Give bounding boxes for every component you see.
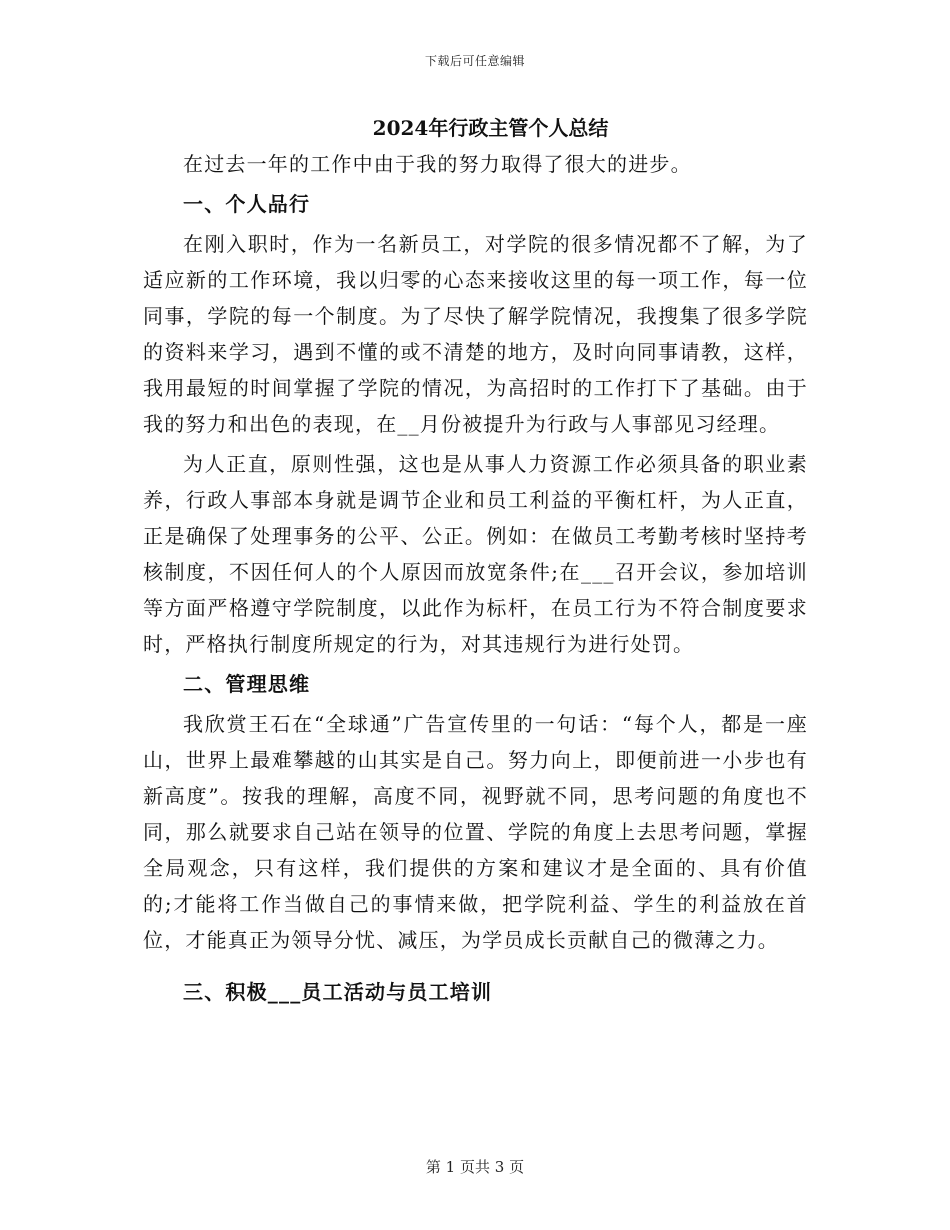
section-1-paragraph-2: 为人正直，原则性强，这也是从事人力资源工作必须具备的职业素养，行政人事部本身就是调节企业和员工利益的平衡杠杆，为人正直，正是确保了处理事务的公平、公正。例如：在做员工考勤考核时坚持考核制度，不因任何人的个人原因而放宽条件;在___召开会议，参加培训等方面严格遵守学院制度，以此作为标杆，在员工行为不符合制度要求时，严格执行制度所规定的行为，对其违规行为进行处罚。	[143, 452, 808, 656]
page-number-footer: 第 1 页共 3 页	[425, 1158, 525, 1176]
section-heading-2: 二、管理思维	[183, 672, 311, 696]
section-1-paragraph-1: 在刚入职时，作为一名新员工，对学院的很多情况都不了解，为了适应新的工作环境，我以归零的心态来接收这里的每一项工作，每一位同事，学院的每一个制度。为了尽快了解学院情况，我搜集了很多学院的资料来学习，遇到不懂的或不清楚的地方，及时向同事请教，这样，我用最短的时间掌握了学院的情况，为高招时的工作打下了基础。由于我的努力和出色的表现，在__月份被提升为行政与人事部见习经理。	[143, 232, 808, 436]
section-heading-1: 一、个人品行	[183, 192, 311, 216]
section-2-paragraph-1: 我欣赏王石在“全球通”广告宣传里的一句话：“每个人，都是一座山，世界上最难攀越的山其实是自己。努力向上，即便前进一小步也有新高度”。按我的理解，高度不同，视野就不同，思考问题的角度也不同，那么就要求自己站在领导的位置、学院的角度上去思考问题，掌握全局观念，只有这样，我们提供的方案和建议才是全面的、具有价值的;才能将工作当做自己的事情来做，把学院利益、学生的利益放在首位，才能真正为领导分忧、减压，为学员成长贡献自己的微薄之力。	[143, 712, 808, 952]
intro-paragraph: 在过去一年的工作中由于我的努力取得了很大的进步。	[183, 152, 692, 176]
document-body	[143, 110, 808, 1010]
header-note: 下载后可任意编辑	[424, 54, 525, 68]
document-title: 2024年行政主管个人总结	[372, 116, 609, 140]
section-heading-3: 三、积极___员工活动与员工培训	[183, 980, 493, 1004]
